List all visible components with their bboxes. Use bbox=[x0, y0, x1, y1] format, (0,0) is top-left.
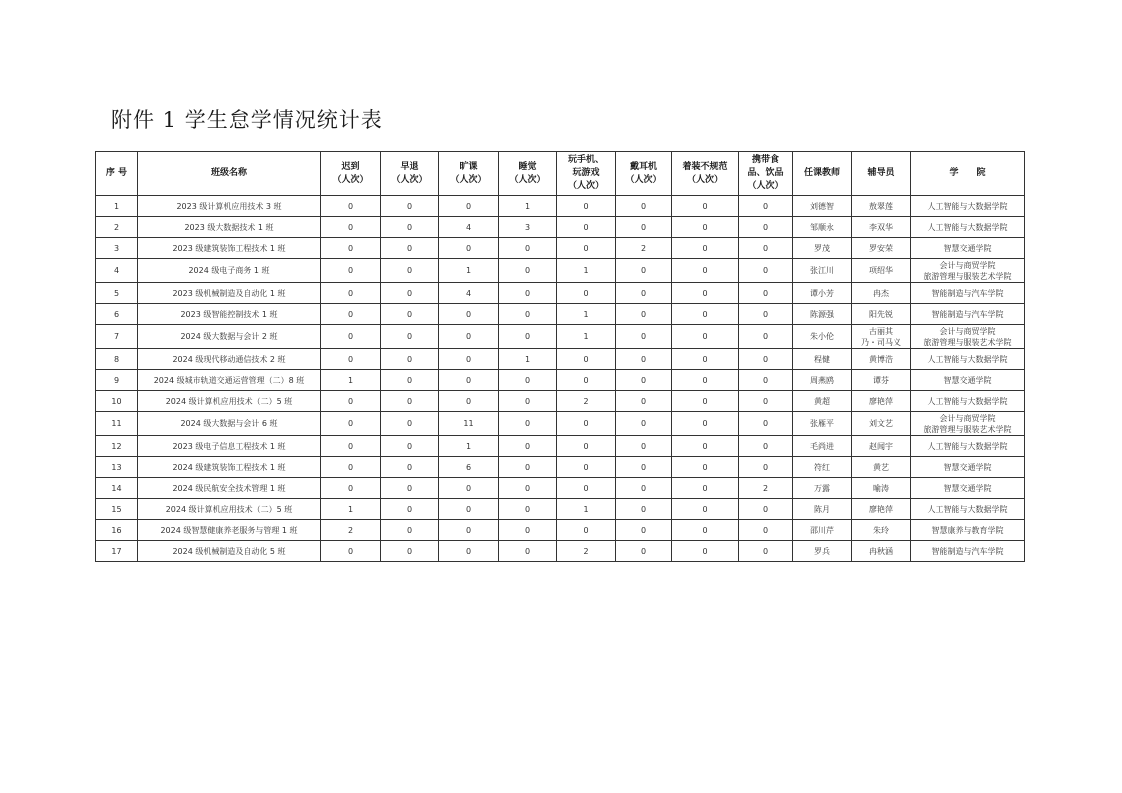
counselor-cell-line: 刘文艺 bbox=[869, 419, 893, 428]
college-cell bbox=[911, 520, 1025, 541]
teacher-cell: 万露 bbox=[793, 478, 852, 499]
dress-count-cell: 0 bbox=[672, 238, 739, 259]
late-count-cell: 0 bbox=[321, 304, 381, 325]
seq-cell: 3 bbox=[96, 238, 138, 259]
college-cell bbox=[911, 196, 1025, 217]
phone-count-cell: 1 bbox=[557, 325, 616, 349]
dress-count-cell: 0 bbox=[672, 283, 739, 304]
absent-count-cell: 0 bbox=[439, 499, 499, 520]
late-count-cell: 0 bbox=[321, 349, 381, 370]
dress-count-cell: 0 bbox=[672, 478, 739, 499]
header-early-leave: 早退 （人次） bbox=[381, 152, 439, 196]
table-row bbox=[96, 349, 1025, 370]
dress-count-cell: 0 bbox=[672, 541, 739, 562]
food-count-cell: 0 bbox=[739, 412, 793, 436]
earphone-count-cell: 0 bbox=[616, 412, 672, 436]
header-counselor: 辅导员 bbox=[852, 152, 911, 196]
earphone-count-cell: 0 bbox=[616, 304, 672, 325]
absent-count-cell: 0 bbox=[439, 520, 499, 541]
phone-count-cell: 1 bbox=[557, 304, 616, 325]
seq-cell: 14 bbox=[96, 478, 138, 499]
food-count-cell: 0 bbox=[739, 238, 793, 259]
teacher-cell: 符红 bbox=[793, 457, 852, 478]
teacher-cell: 张江川 bbox=[793, 259, 852, 283]
header-teacher: 任课教师 bbox=[793, 152, 852, 196]
early-leave-count-cell: 0 bbox=[381, 520, 439, 541]
class-name-cell: 2023 级建筑装饰工程技术 1 班 bbox=[138, 238, 321, 259]
table-row bbox=[96, 412, 1025, 436]
class-name-cell: 2023 级机械制造及自动化 1 班 bbox=[138, 283, 321, 304]
earphone-count-cell: 2 bbox=[616, 238, 672, 259]
teacher-cell: 罗兵 bbox=[793, 541, 852, 562]
phone-count-cell: 0 bbox=[557, 457, 616, 478]
counselor-cell bbox=[852, 457, 911, 478]
late-count-cell: 0 bbox=[321, 196, 381, 217]
earphone-count-cell: 0 bbox=[616, 541, 672, 562]
early-leave-count-cell: 0 bbox=[381, 283, 439, 304]
sleep-count-cell: 0 bbox=[499, 259, 557, 283]
header-late: 迟到 （人次） bbox=[321, 152, 381, 196]
phone-count-cell: 0 bbox=[557, 370, 616, 391]
seq-cell: 10 bbox=[96, 391, 138, 412]
college-cell-line: 会计与商贸学院 bbox=[939, 260, 996, 270]
earphone-count-cell: 0 bbox=[616, 499, 672, 520]
counselor-cell bbox=[852, 196, 911, 217]
dress-count-cell: 0 bbox=[672, 325, 739, 349]
college-cell-line: 人工智能与大数据学院 bbox=[927, 222, 1008, 232]
header-absent: 旷课 （人次） bbox=[439, 152, 499, 196]
counselor-cell bbox=[852, 499, 911, 520]
teacher-cell: 刘德智 bbox=[793, 196, 852, 217]
late-count-cell: 0 bbox=[321, 259, 381, 283]
seq-cell: 7 bbox=[96, 325, 138, 349]
counselor-cell-line: 李双华 bbox=[869, 222, 893, 232]
class-name-cell: 2023 级大数据技术 1 班 bbox=[138, 217, 321, 238]
late-count-cell: 0 bbox=[321, 283, 381, 304]
earphone-count-cell: 0 bbox=[616, 370, 672, 391]
earphone-count-cell: 0 bbox=[616, 196, 672, 217]
seq-cell: 2 bbox=[96, 217, 138, 238]
absent-count-cell: 0 bbox=[439, 541, 499, 562]
class-name-cell: 2024 级建筑装饰工程技术 1 班 bbox=[138, 457, 321, 478]
college-cell bbox=[911, 370, 1025, 391]
table-row bbox=[96, 196, 1025, 217]
absent-count-cell: 0 bbox=[439, 478, 499, 499]
early-leave-count-cell: 0 bbox=[381, 412, 439, 436]
sleep-count-cell: 0 bbox=[499, 499, 557, 520]
dress-count-cell: 0 bbox=[672, 259, 739, 283]
sleep-count-cell: 0 bbox=[499, 238, 557, 259]
counselor-cell bbox=[852, 238, 911, 259]
counselor-cell bbox=[852, 370, 911, 391]
earphone-count-cell: 0 bbox=[616, 217, 672, 238]
seq-cell: 4 bbox=[96, 259, 138, 283]
counselor-cell bbox=[852, 478, 911, 499]
table-row bbox=[96, 325, 1025, 349]
early-leave-count-cell: 0 bbox=[381, 457, 439, 478]
college-cell-line: 旅游管理与服装艺术学院 bbox=[923, 337, 1012, 347]
table-row bbox=[96, 304, 1025, 325]
teacher-cell: 毛尚进 bbox=[793, 436, 852, 457]
college-cell-line: 人工智能与大数据学院 bbox=[927, 396, 1008, 406]
absent-count-cell: 0 bbox=[439, 370, 499, 391]
early-leave-count-cell: 0 bbox=[381, 370, 439, 391]
sleep-count-cell: 0 bbox=[499, 325, 557, 349]
sleep-count-cell: 0 bbox=[499, 304, 557, 325]
earphone-count-cell: 0 bbox=[616, 457, 672, 478]
class-name-cell: 2024 级城市轨道交通运营管理（二）8 班 bbox=[138, 370, 321, 391]
earphone-count-cell: 0 bbox=[616, 478, 672, 499]
table-body bbox=[96, 196, 1025, 562]
sleep-count-cell: 0 bbox=[499, 283, 557, 304]
seq-cell: 13 bbox=[96, 457, 138, 478]
college-cell-line: 旅游管理与服装艺术学院 bbox=[923, 271, 1012, 281]
absent-count-cell: 0 bbox=[439, 391, 499, 412]
counselor-cell-line: 喻涛 bbox=[873, 483, 889, 493]
teacher-cell: 邹顺永 bbox=[793, 217, 852, 238]
absent-count-cell: 0 bbox=[439, 238, 499, 259]
phone-count-cell: 1 bbox=[557, 259, 616, 283]
college-cell bbox=[911, 436, 1025, 457]
sleep-count-cell: 1 bbox=[499, 196, 557, 217]
counselor-cell-line: 阳先锐 bbox=[869, 309, 893, 319]
early-leave-count-cell: 0 bbox=[381, 196, 439, 217]
counselor-cell bbox=[852, 541, 911, 562]
phone-count-cell: 0 bbox=[557, 412, 616, 436]
food-count-cell: 0 bbox=[739, 196, 793, 217]
college-cell-line: 人工智能与大数据学院 bbox=[927, 441, 1008, 451]
counselor-cell-line: 冉杰 bbox=[873, 288, 889, 298]
college-cell bbox=[911, 304, 1025, 325]
late-count-cell: 0 bbox=[321, 391, 381, 412]
absent-count-cell: 4 bbox=[439, 283, 499, 304]
absent-count-cell: 1 bbox=[439, 436, 499, 457]
food-count-cell: 0 bbox=[739, 499, 793, 520]
sleep-count-cell: 0 bbox=[499, 478, 557, 499]
phone-count-cell: 0 bbox=[557, 196, 616, 217]
food-count-cell: 0 bbox=[739, 370, 793, 391]
late-count-cell: 0 bbox=[321, 457, 381, 478]
sleep-count-cell: 0 bbox=[499, 391, 557, 412]
phone-count-cell: 0 bbox=[557, 520, 616, 541]
food-count-cell: 0 bbox=[739, 325, 793, 349]
teacher-cell: 陈月 bbox=[793, 499, 852, 520]
phone-count-cell: 2 bbox=[557, 541, 616, 562]
phone-count-cell: 0 bbox=[557, 436, 616, 457]
seq-cell: 17 bbox=[96, 541, 138, 562]
teacher-cell: 黄超 bbox=[793, 391, 852, 412]
college-cell bbox=[911, 325, 1025, 349]
early-leave-count-cell: 0 bbox=[381, 349, 439, 370]
document-title: 附件 1 学生怠学情况统计表 bbox=[111, 108, 383, 132]
earphone-count-cell: 0 bbox=[616, 349, 672, 370]
absent-count-cell: 0 bbox=[439, 349, 499, 370]
table-row bbox=[96, 520, 1025, 541]
class-name-cell: 2024 级电子商务 1 班 bbox=[138, 259, 321, 283]
early-leave-count-cell: 0 bbox=[381, 391, 439, 412]
early-leave-count-cell: 0 bbox=[381, 217, 439, 238]
absent-count-cell: 0 bbox=[439, 304, 499, 325]
early-leave-count-cell: 0 bbox=[381, 541, 439, 562]
late-count-cell: 1 bbox=[321, 499, 381, 520]
late-count-cell: 0 bbox=[321, 478, 381, 499]
late-count-cell: 2 bbox=[321, 520, 381, 541]
late-count-cell: 0 bbox=[321, 541, 381, 562]
table-row bbox=[96, 457, 1025, 478]
counselor-cell-line: 敖翠莲 bbox=[869, 201, 893, 211]
dress-count-cell: 0 bbox=[672, 499, 739, 520]
header-class-name: 班级名称 bbox=[138, 152, 321, 196]
teacher-cell: 邵川芹 bbox=[793, 520, 852, 541]
food-count-cell: 0 bbox=[739, 520, 793, 541]
teacher-cell: 陈源强 bbox=[793, 304, 852, 325]
college-cell-line: 人工智能与大数据学院 bbox=[927, 354, 1008, 364]
table-row bbox=[96, 499, 1025, 520]
counselor-cell bbox=[852, 391, 911, 412]
header-food: 携带食 品、饮品 （人次） bbox=[739, 152, 793, 196]
dress-count-cell: 0 bbox=[672, 196, 739, 217]
early-leave-count-cell: 0 bbox=[381, 304, 439, 325]
table-row bbox=[96, 391, 1025, 412]
food-count-cell: 0 bbox=[739, 541, 793, 562]
food-count-cell: 0 bbox=[739, 283, 793, 304]
late-count-cell: 1 bbox=[321, 370, 381, 391]
class-name-cell: 2024 级机械制造及自动化 5 班 bbox=[138, 541, 321, 562]
earphone-count-cell: 0 bbox=[616, 520, 672, 541]
college-cell bbox=[911, 391, 1025, 412]
early-leave-count-cell: 0 bbox=[381, 259, 439, 283]
absent-count-cell: 1 bbox=[439, 259, 499, 283]
seq-cell: 8 bbox=[96, 349, 138, 370]
absent-count-cell: 0 bbox=[439, 325, 499, 349]
seq-cell: 15 bbox=[96, 499, 138, 520]
college-cell bbox=[911, 259, 1025, 283]
counselor-cell bbox=[852, 283, 911, 304]
seq-cell: 5 bbox=[96, 283, 138, 304]
teacher-cell: 朱小伦 bbox=[793, 325, 852, 349]
sleep-count-cell: 0 bbox=[499, 412, 557, 436]
absent-count-cell: 4 bbox=[439, 217, 499, 238]
absent-count-cell: 6 bbox=[439, 457, 499, 478]
seq-cell: 9 bbox=[96, 370, 138, 391]
counselor-cell bbox=[852, 412, 911, 436]
college-cell-line: 智能制造与汽车学院 bbox=[931, 309, 1004, 319]
college-cell-line: 智慧交通学院 bbox=[943, 483, 992, 493]
college-cell bbox=[911, 349, 1025, 370]
counselor-cell-line: 项绍华 bbox=[869, 266, 893, 275]
seq-cell: 12 bbox=[96, 436, 138, 457]
class-name-cell: 2023 级电子信息工程技术 1 班 bbox=[138, 436, 321, 457]
dress-count-cell: 0 bbox=[672, 412, 739, 436]
class-name-cell: 2024 级民航安全技术管理 1 班 bbox=[138, 478, 321, 499]
food-count-cell: 0 bbox=[739, 217, 793, 238]
sleep-count-cell: 0 bbox=[499, 436, 557, 457]
teacher-cell: 周燕鸥 bbox=[793, 370, 852, 391]
college-cell bbox=[911, 238, 1025, 259]
earphone-count-cell: 0 bbox=[616, 391, 672, 412]
seq-cell: 1 bbox=[96, 196, 138, 217]
header-seq: 序 号 bbox=[96, 152, 138, 196]
class-name-cell: 2023 级智能控制技术 1 班 bbox=[138, 304, 321, 325]
college-cell bbox=[911, 541, 1025, 562]
late-count-cell: 0 bbox=[321, 412, 381, 436]
sleep-count-cell: 0 bbox=[499, 370, 557, 391]
dress-count-cell: 0 bbox=[672, 217, 739, 238]
table-row bbox=[96, 541, 1025, 562]
class-name-cell: 2023 级计算机应用技术 3 班 bbox=[138, 196, 321, 217]
earphone-count-cell: 0 bbox=[616, 436, 672, 457]
college-cell-line: 智能制造与汽车学院 bbox=[931, 288, 1004, 298]
phone-count-cell: 0 bbox=[557, 283, 616, 304]
class-name-cell: 2024 级现代移动通信技术 2 班 bbox=[138, 349, 321, 370]
phone-count-cell: 0 bbox=[557, 217, 616, 238]
late-count-cell: 0 bbox=[321, 436, 381, 457]
class-name-cell: 2024 级大数据与会计 2 班 bbox=[138, 325, 321, 349]
dress-count-cell: 0 bbox=[672, 457, 739, 478]
sleep-count-cell: 1 bbox=[499, 349, 557, 370]
phone-count-cell: 2 bbox=[557, 391, 616, 412]
college-cell bbox=[911, 499, 1025, 520]
header-college: 学 院 bbox=[911, 152, 1025, 196]
counselor-cell-line: 廖艳萍 bbox=[869, 396, 893, 406]
sleep-count-cell: 0 bbox=[499, 520, 557, 541]
late-count-cell: 0 bbox=[321, 217, 381, 238]
table-row bbox=[96, 259, 1025, 283]
late-count-cell: 0 bbox=[321, 325, 381, 349]
earphone-count-cell: 0 bbox=[616, 259, 672, 283]
header-earphone: 戴耳机 （人次） bbox=[616, 152, 672, 196]
counselor-cell-line: 罗安荣 bbox=[869, 243, 893, 253]
counselor-cell-line: 黄艺 bbox=[873, 462, 889, 472]
dress-count-cell: 0 bbox=[672, 436, 739, 457]
class-name-cell: 2024 级计算机应用技术（二）5 班 bbox=[138, 391, 321, 412]
teacher-cell: 程健 bbox=[793, 349, 852, 370]
counselor-cell-line: 谭芬 bbox=[873, 375, 889, 385]
early-leave-count-cell: 0 bbox=[381, 436, 439, 457]
sleep-count-cell: 3 bbox=[499, 217, 557, 238]
table-row bbox=[96, 370, 1025, 391]
counselor-cell-line: 古丽其 bbox=[869, 326, 893, 336]
counselor-cell bbox=[852, 304, 911, 325]
header-sleep: 睡觉 （人次） bbox=[499, 152, 557, 196]
seq-cell: 6 bbox=[96, 304, 138, 325]
sleep-count-cell: 0 bbox=[499, 541, 557, 562]
college-cell-line: 会计与商贸学院 bbox=[939, 413, 996, 423]
food-count-cell: 0 bbox=[739, 304, 793, 325]
truancy-statistics-table bbox=[95, 151, 1025, 562]
header-phone: 玩手机、 玩游戏 （人次） bbox=[557, 152, 616, 196]
counselor-cell bbox=[852, 325, 911, 349]
phone-count-cell: 0 bbox=[557, 349, 616, 370]
early-leave-count-cell: 0 bbox=[381, 478, 439, 499]
college-cell-line: 智慧康养与教育学院 bbox=[931, 525, 1004, 535]
food-count-cell: 0 bbox=[739, 391, 793, 412]
earphone-count-cell: 0 bbox=[616, 283, 672, 304]
food-count-cell: 0 bbox=[739, 259, 793, 283]
college-cell bbox=[911, 412, 1025, 436]
table-row bbox=[96, 283, 1025, 304]
counselor-cell-line: 冉秋涵 bbox=[869, 546, 893, 556]
dress-count-cell: 0 bbox=[672, 391, 739, 412]
class-name-cell: 2024 级计算机应用技术（二）5 班 bbox=[138, 499, 321, 520]
phone-count-cell: 0 bbox=[557, 238, 616, 259]
college-cell-line: 智能制造与汽车学院 bbox=[931, 546, 1004, 556]
counselor-cell-line: 廖艳萍 bbox=[869, 504, 893, 514]
dress-count-cell: 0 bbox=[672, 304, 739, 325]
dress-count-cell: 0 bbox=[672, 349, 739, 370]
early-leave-count-cell: 0 bbox=[381, 238, 439, 259]
header-row bbox=[96, 152, 1025, 196]
header-dress: 着装不规范 （人次） bbox=[672, 152, 739, 196]
class-name-cell: 2024 级智慧健康养老服务与管理 1 班 bbox=[138, 520, 321, 541]
absent-count-cell: 0 bbox=[439, 196, 499, 217]
college-cell-line: 旅游管理与服装艺术学院 bbox=[923, 424, 1012, 434]
college-cell-line: 智慧交通学院 bbox=[943, 375, 992, 385]
teacher-cell: 张雁平 bbox=[793, 412, 852, 436]
seq-cell: 16 bbox=[96, 520, 138, 541]
college-cell bbox=[911, 217, 1025, 238]
counselor-cell-line: 赵闻宇 bbox=[869, 441, 893, 451]
earphone-count-cell: 0 bbox=[616, 325, 672, 349]
college-cell-line: 智慧交通学院 bbox=[943, 243, 992, 253]
college-cell-line: 智慧交通学院 bbox=[943, 462, 992, 472]
college-cell bbox=[911, 478, 1025, 499]
teacher-cell: 谭小芳 bbox=[793, 283, 852, 304]
college-cell-line: 人工智能与大数据学院 bbox=[927, 504, 1008, 514]
late-count-cell: 0 bbox=[321, 238, 381, 259]
food-count-cell: 0 bbox=[739, 457, 793, 478]
seq-cell: 11 bbox=[96, 412, 138, 436]
college-cell-line: 会计与商贸学院 bbox=[939, 326, 996, 336]
phone-count-cell: 0 bbox=[557, 478, 616, 499]
counselor-cell bbox=[852, 349, 911, 370]
phone-count-cell: 1 bbox=[557, 499, 616, 520]
counselor-cell-line: 朱玲 bbox=[873, 525, 889, 535]
college-cell-line: 人工智能与大数据学院 bbox=[927, 201, 1008, 211]
counselor-cell bbox=[852, 259, 911, 283]
table-row bbox=[96, 436, 1025, 457]
counselor-cell bbox=[852, 520, 911, 541]
college-cell bbox=[911, 283, 1025, 304]
early-leave-count-cell: 0 bbox=[381, 325, 439, 349]
table-row bbox=[96, 238, 1025, 259]
table-row bbox=[96, 217, 1025, 238]
table-row bbox=[96, 478, 1025, 499]
food-count-cell: 0 bbox=[739, 436, 793, 457]
counselor-cell-line: 黄博浩 bbox=[869, 354, 893, 364]
dress-count-cell: 0 bbox=[672, 520, 739, 541]
absent-count-cell: 11 bbox=[439, 412, 499, 436]
counselor-cell bbox=[852, 217, 911, 238]
teacher-cell: 罗茂 bbox=[793, 238, 852, 259]
counselor-cell-line: 乃・司马义 bbox=[861, 337, 901, 347]
early-leave-count-cell: 0 bbox=[381, 499, 439, 520]
food-count-cell: 0 bbox=[739, 349, 793, 370]
dress-count-cell: 0 bbox=[672, 370, 739, 391]
class-name-cell: 2024 级大数据与会计 6 班 bbox=[138, 412, 321, 436]
food-count-cell: 2 bbox=[739, 478, 793, 499]
sleep-count-cell: 0 bbox=[499, 457, 557, 478]
college-cell bbox=[911, 457, 1025, 478]
counselor-cell bbox=[852, 436, 911, 457]
